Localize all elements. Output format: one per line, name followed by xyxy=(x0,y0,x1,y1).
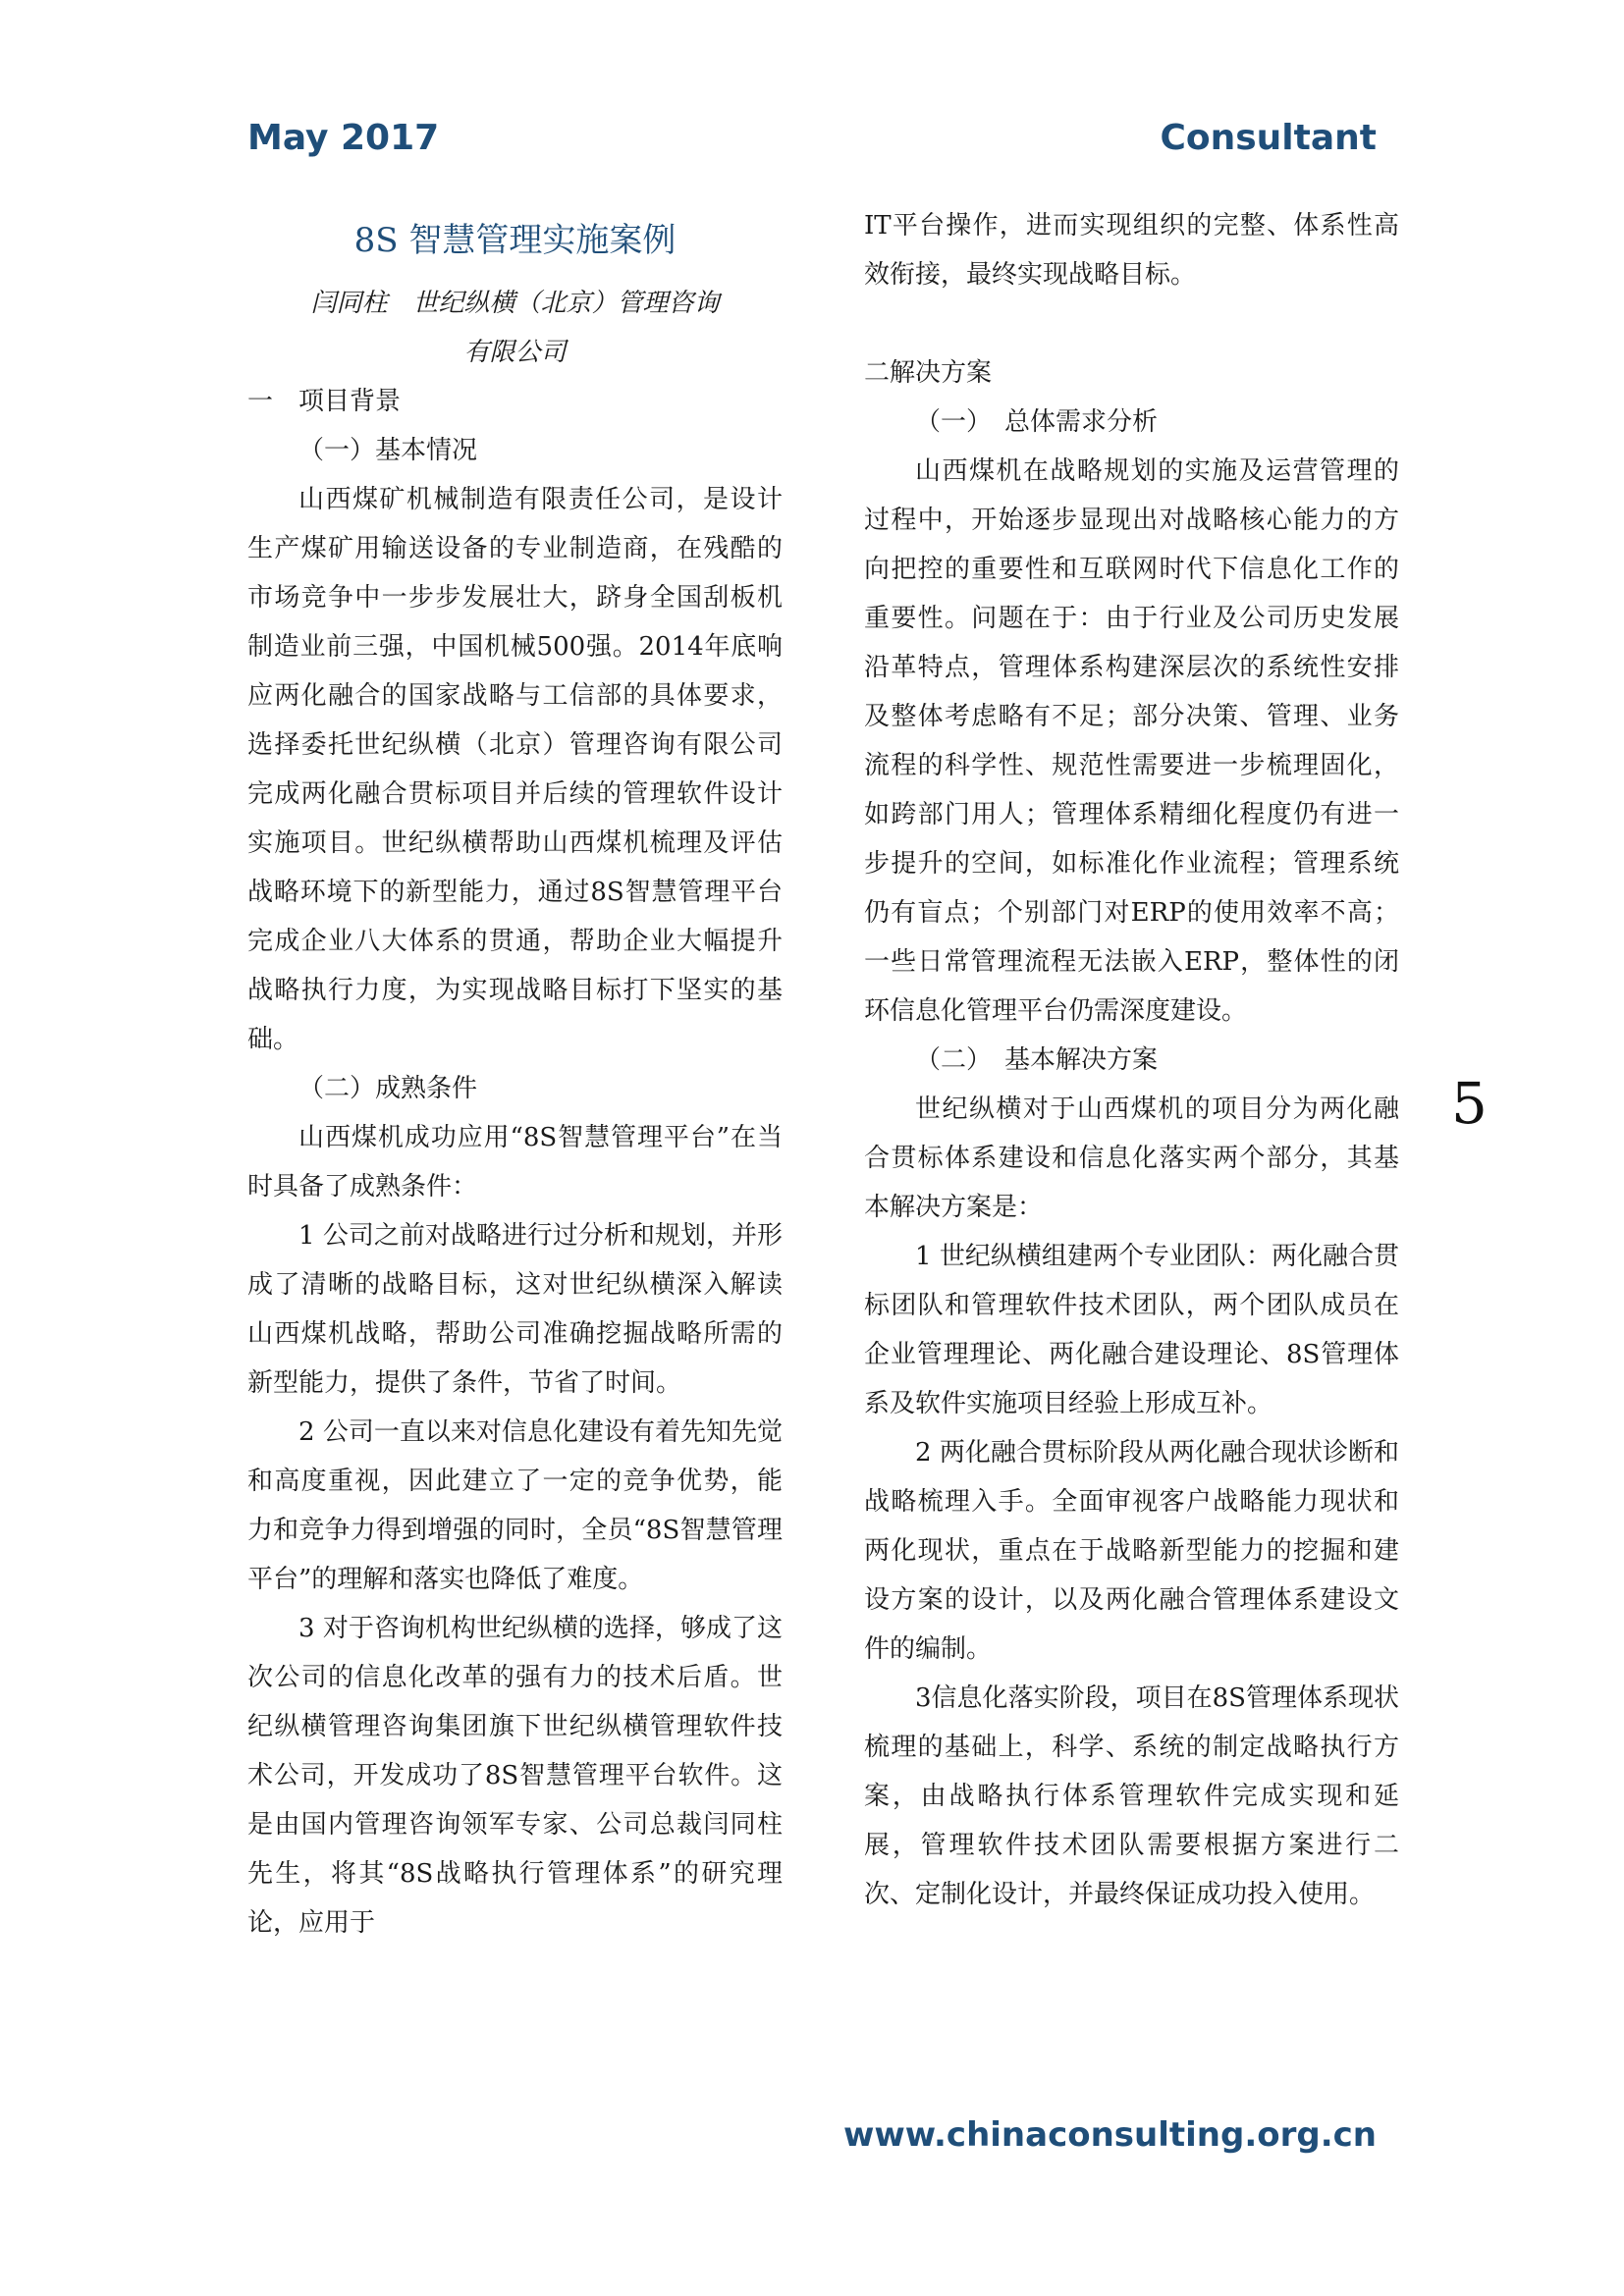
page-number: 5 xyxy=(1451,1070,1488,1137)
footer-website-url: www.chinaconsulting.org.cn xyxy=(842,2115,1377,2155)
subsection-heading: （二）成熟条件 xyxy=(298,1074,478,1103)
left-column-body xyxy=(247,377,783,1948)
paragraph: 1 公司之前对战略进行过分析和规划，并形成了清晰的战略目标，这对世纪纵横深入解读山西煤机战略，帮助公司准确挖掘战略所需的新型能力，提供了条件，节省了时间。 xyxy=(247,1221,783,1398)
left-column xyxy=(247,206,783,1948)
paragraph: 2 两化融合贯标阶段从两化融合现状诊断和战略梳理入手。全面审视客户战略能力现状和两化现状，重点在于战略新型能力的挖掘和建设方案的设计，以及两化融合管理体系建设文件的编制。 xyxy=(864,1438,1399,1664)
right-column-body xyxy=(864,201,1399,1919)
article-title: 8S 智慧管理实施案例 xyxy=(353,221,677,260)
section-heading: 二解决方案 xyxy=(864,358,993,388)
section-heading: 一 项目背景 xyxy=(247,387,402,416)
author-line: 闫同柱 世纪纵横（北京）管理咨询 xyxy=(310,289,720,318)
right-column xyxy=(864,201,1399,1919)
header-date: May 2017 xyxy=(247,118,440,158)
subsection-heading: （一）基本情况 xyxy=(298,436,478,465)
subsection-heading: （二） 基本解决方案 xyxy=(915,1045,1159,1075)
paragraph: 3 对于咨询机构世纪纵横的选择，够成了这次公司的信息化改革的强有力的技术后盾。世纪纵横管理咨询集团旗下世纪纵横管理软件技术公司，开发成功了8S智慧管理平台软件。这是由国内管理咨询领军专家、公司总裁闫同柱先生，将其“8S战略执行管理体系”的研究理论，应用于 xyxy=(247,1614,783,1938)
paragraph: 山西煤矿机械制造有限责任公司，是设计生产煤矿用输送设备的专业制造商，在残酷的市场竞争中一步步发展壮大，跻身全国刮板机制造业前三强，中国机械500强。2014年底响应两化融合的国家战略与工信部的具体要求，选择委托世纪纵横（北京）管理咨询有限公司完成两化融合贯标项目并后续的管理软件设计实施项目。世纪纵横帮助山西煤机梳理及评估战略环境下的新型能力，通过8S智慧管理平台完成企业八大体系的贯通，帮助企业大幅提升战略执行力度，为实现战略目标打下坚实的基础。 xyxy=(247,485,783,1054)
paragraph: 山西煤机成功应用“8S智慧管理平台”在当时具备了成熟条件： xyxy=(247,1123,783,1201)
paragraph-continued: IT平台操作，进而实现组织的完整、体系性高效衔接，最终实现战略目标。 xyxy=(864,211,1399,290)
paragraph: 山西煤机在战略规划的实施及运营管理的过程中，开始逐步显现出对战略核心能力的方向把控的重要性和互联网时代下信息化工作的重要性。问题在于：由于行业及公司历史发展沿革特点，管理体系构建深层次的系统性安排及整体考虑略有不足；部分决策、管理、业务流程的科学性、规范性需要进一步梳理固化，如跨部门用人；管理体系精细化程度仍有进一步提升的空间，如标准化作业流程；管理系统仍有盲点；个别部门对ERP的使用效率不高；一些日常管理流程无法嵌入ERP，整体性的闭环信息化管理平台仍需深度建设。 xyxy=(864,456,1399,1026)
spacer xyxy=(864,299,1399,348)
header-magazine-name: Consultant xyxy=(1160,118,1377,158)
paragraph: 1 世纪纵横组建两个专业团队：两化融合贯标团队和管理软件技术团队，两个团队成员在企业管理理论、两化融合建设理论、8S管理体系及软件实施项目经验上形成互补。 xyxy=(864,1242,1399,1418)
subsection-heading: （一） 总体需求分析 xyxy=(915,407,1159,437)
paragraph: 3信息化落实阶段，项目在8S管理体系现状梳理的基础上，科学、系统的制定战略执行方案，由战略执行体系管理软件完成实现和延展，管理软件技术团队需要根据方案进行二次、定制化设计，并最终保证成功投入使用。 xyxy=(864,1683,1399,1909)
paragraph: 世纪纵横对于山西煤机的项目分为两化融合贯标体系建设和信息化落实两个部分，其基本解决方案是： xyxy=(864,1095,1399,1222)
author-line-2: 有限公司 xyxy=(463,338,567,367)
paragraph: 2 公司一直以来对信息化建设有着先知先觉和高度重视，因此建立了一定的竞争优势，能力和竞争力得到增强的同时，全员“8S智慧管理平台”的理解和落实也降低了难度。 xyxy=(247,1417,783,1594)
